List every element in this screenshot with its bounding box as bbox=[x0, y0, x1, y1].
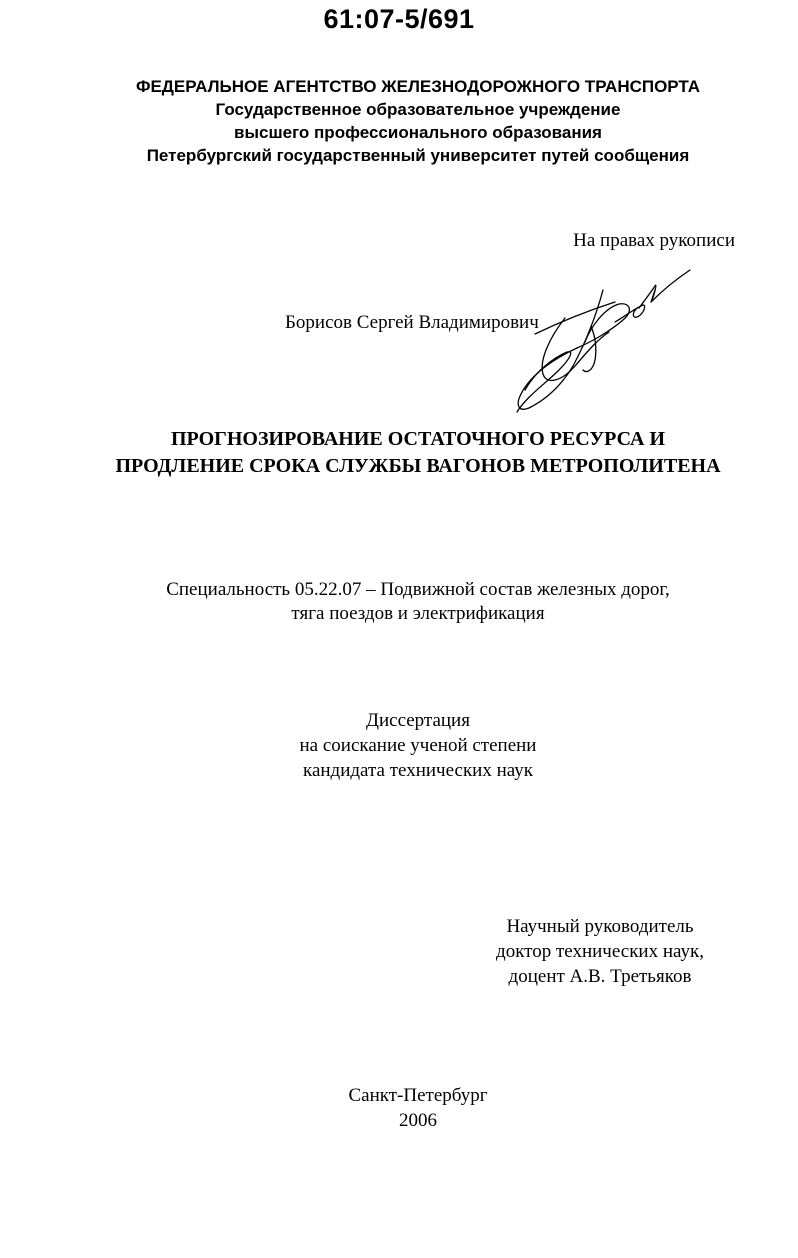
specialty-line: тяга поездов и электрификация bbox=[291, 603, 545, 624]
handwritten-signature-icon bbox=[505, 262, 695, 417]
institution-type: Государственное образовательное учреждение bbox=[215, 100, 621, 119]
signature-stroke bbox=[518, 290, 603, 409]
supervisor-line: доктор технических наук, bbox=[496, 941, 704, 962]
supervisor-line: Научный руководитель bbox=[506, 916, 694, 937]
signature-stroke bbox=[517, 352, 571, 412]
title-line: ПРОДЛЕНИЕ СРОКА СЛУЖБЫ ВАГОНОВ МЕТРОПОЛИТЕНА bbox=[115, 455, 721, 477]
signature-stroke bbox=[615, 305, 645, 322]
signature-stroke bbox=[535, 302, 615, 334]
organization-header bbox=[0, 75, 798, 167]
supervisor-block bbox=[470, 914, 730, 989]
degree-block bbox=[0, 708, 798, 783]
city-name: Санкт-Петербург bbox=[348, 1085, 488, 1106]
document-code: 61:07-5/691 bbox=[323, 4, 475, 34]
degree-line: Диссертация bbox=[366, 710, 470, 731]
signature-stroke bbox=[639, 285, 656, 308]
degree-line: на соискание ученой степени bbox=[299, 735, 537, 756]
signature-stroke bbox=[651, 270, 690, 302]
year: 2006 bbox=[399, 1110, 437, 1131]
university-name: Петербургский государственный университет путей сообщения bbox=[146, 146, 690, 165]
rights-note: На правах рукописи bbox=[573, 230, 735, 251]
dissertation-title bbox=[0, 426, 798, 480]
author-name: Борисов Сергей Владимирович bbox=[285, 312, 539, 333]
specialty-block bbox=[0, 578, 798, 626]
title-line: ПРОГНОЗИРОВАНИЕ ОСТАТОЧНОГО РЕСУРСА И bbox=[170, 428, 666, 450]
supervisor-line: доцент А.В. Третьяков bbox=[508, 966, 692, 987]
signature-stroke bbox=[577, 304, 629, 348]
place-and-year bbox=[0, 1083, 798, 1133]
specialty-line: Специальность 05.22.07 – Подвижной состав железных дорог, bbox=[166, 579, 670, 600]
education-level: высшего профессионального образования bbox=[234, 123, 602, 142]
agency-name: ФЕДЕРАЛЬНОЕ АГЕНТСТВО ЖЕЛЕЗНОДОРОЖНОГО ТРАНСПОРТА bbox=[135, 77, 701, 96]
degree-line: кандидата технических наук bbox=[303, 760, 533, 781]
